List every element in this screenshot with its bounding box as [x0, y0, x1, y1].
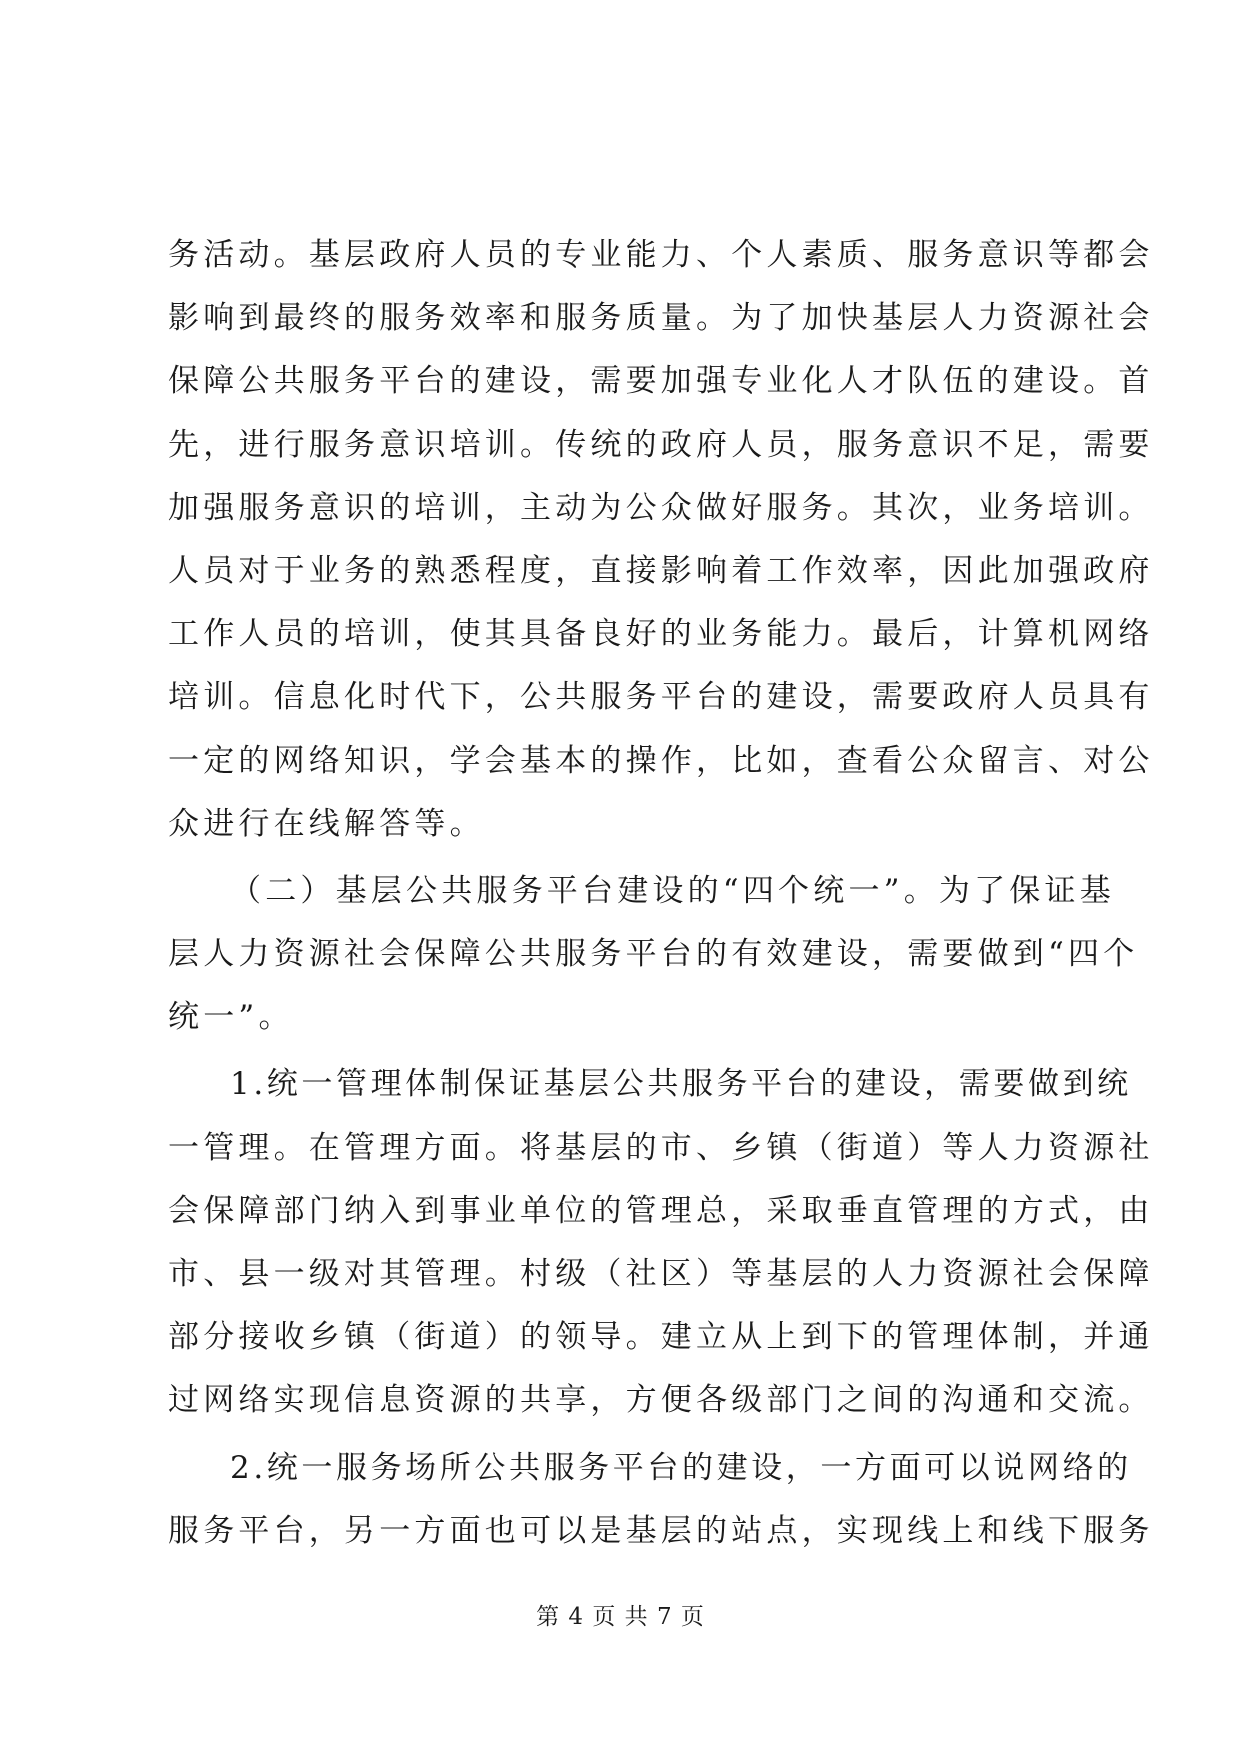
text-line: 先，进行服务意识培训。传统的政府人员，服务意识不足，需要 [168, 426, 1154, 463]
text-line: 人员对于业务的熟悉程度，直接影响着工作效率，因此加强政府 [168, 552, 1154, 589]
text-line: 一定的网络知识，学会基本的操作，比如，查看公众留言、对公 [168, 742, 1154, 779]
text-line: 加强服务意识的培训，主动为公众做好服务。其次，业务培训。 [168, 489, 1154, 526]
text-line: 影响到最终的服务效率和服务质量。为了加快基层人力资源社会 [168, 300, 1154, 337]
text-line: 2.统一服务场所公共服务平台的建设，一方面可以说网络的 [230, 1449, 1132, 1486]
text-line: 众进行在线解答等。 [168, 805, 485, 842]
text-line: 培训。信息化时代下，公共服务平台的建设，需要政府人员具有 [168, 679, 1154, 716]
text-line: 过网络实现信息资源的共享，方便各级部门之间的沟通和交流。 [168, 1382, 1154, 1419]
paragraph [168, 1437, 1154, 1563]
text-line: 层人力资源社会保障公共服务平台的有效建设，需要做到“四个 [168, 936, 1139, 973]
text-line: 统一”。 [168, 999, 294, 1036]
text-line: 一管理。在管理方面。将基层的市、乡镇（街道）等人力资源社 [168, 1129, 1154, 1166]
text-line: 工作人员的培训，使其具备良好的业务能力。最后，计算机网络 [168, 616, 1154, 653]
document-body [168, 224, 1154, 1563]
paragraph [168, 1053, 1154, 1432]
page-number-footer: 第 4 页 共 7 页 [536, 1604, 705, 1630]
text-line: 保障公共服务平台的建设，需要加强专业化人才队伍的建设。首 [168, 363, 1154, 400]
text-line: 市、县一级对其管理。村级（社区）等基层的人力资源社会保障 [168, 1256, 1154, 1292]
text-line: 会保障部门纳入到事业单位的管理总，采取垂直管理的方式，由 [168, 1192, 1154, 1229]
paragraph [168, 860, 1139, 1050]
paragraph [168, 224, 1154, 856]
text-line: （二）基层公共服务平台建设的“四个统一”。为了保证基 [230, 872, 1115, 909]
text-line: 1.统一管理体制保证基层公共服务平台的建设，需要做到统 [230, 1066, 1132, 1103]
text-line: 服务平台，另一方面也可以是基层的站点，实现线上和线下服务 [168, 1512, 1154, 1549]
text-line: 务活动。基层政府人员的专业能力、个人素质、服务意识等都会 [168, 237, 1154, 273]
text-line: 部分接收乡镇（街道）的领导。建立从上到下的管理体制，并通 [168, 1319, 1154, 1356]
